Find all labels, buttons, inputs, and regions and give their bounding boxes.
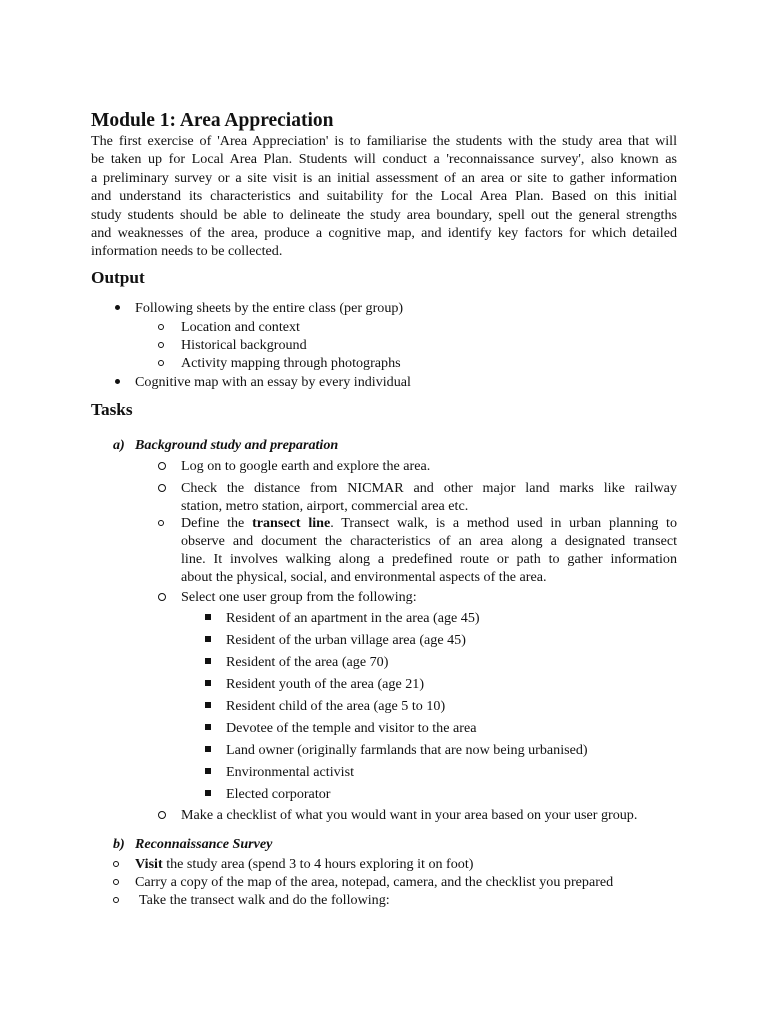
task-a-item: Select one user group from the following:: [181, 589, 417, 605]
page-title: Module 1: Area Appreciation: [91, 110, 334, 131]
task-a-item: Log on to google earth and explore the area.: [181, 458, 431, 474]
square-bullet-icon: [205, 680, 211, 686]
task-b-item: Visit the study area (spend 3 to 4 hours exploring it on foot): [135, 856, 474, 872]
tasks-heading: Tasks: [91, 400, 133, 419]
square-bullet-icon: [205, 614, 211, 620]
circle-bullet-icon: [158, 462, 166, 470]
circle-bullet-icon: [113, 861, 119, 867]
square-bullet-icon: [205, 768, 211, 774]
output-heading: Output: [91, 268, 145, 287]
task-a-item-cont: about the physical, social, and environmental aspects of the area.: [181, 569, 547, 585]
user-group-item: Resident of the area (age 70): [226, 654, 389, 670]
square-bullet-icon: [205, 702, 211, 708]
task-b-item: Take the transect walk and do the following:: [139, 892, 390, 908]
circle-bullet-icon: [158, 811, 166, 819]
user-group-item: Environmental activist: [226, 764, 354, 780]
user-group-item: Resident of an apartment in the area (age 45): [226, 610, 480, 626]
circle-bullet-icon: [158, 593, 166, 601]
user-group-item: Devotee of the temple and visitor to the area: [226, 720, 477, 736]
circle-bullet-icon: [158, 360, 164, 366]
intro-line: information needs to be collected.: [91, 243, 283, 260]
circle-bullet-icon: [158, 484, 166, 492]
task-a-item-cont: line. It involves walking along a predefined route or path to gather information: [181, 551, 677, 567]
output-item: Cognitive map with an essay by every individual: [135, 374, 411, 390]
user-group-item: Land owner (originally farmlands that are now being urbanised): [226, 742, 588, 758]
user-group-item: Resident of the urban village area (age 45): [226, 632, 466, 648]
task-b-label: b): [113, 836, 125, 852]
task-a-label: a): [113, 437, 125, 453]
output-sub-item: Historical background: [181, 337, 307, 353]
task-a-item-cont: observe and document the characteristics of an area along a designated transect: [181, 533, 677, 549]
user-group-item: Resident child of the area (age 5 to 10): [226, 698, 446, 714]
circle-bullet-icon: [158, 342, 164, 348]
bullet-dot-icon: [115, 379, 120, 384]
intro-line: a preliminary survey or a site visit is an initial assessment of an area or site to gather information: [91, 169, 677, 186]
output-sub-item: Activity mapping through photographs: [181, 355, 401, 371]
square-bullet-icon: [205, 658, 211, 664]
bullet-dot-icon: [115, 305, 120, 310]
task-a-item: Check the distance from NICMAR and other major land marks like railway: [181, 480, 677, 496]
square-bullet-icon: [205, 724, 211, 730]
intro-line: study students should be able to delineate the study area boundary, spell out the general strengths: [91, 206, 677, 223]
intro-line: be taken up for Local Area Plan. Students will conduct a 'reconnaissance survey', also known as: [91, 151, 677, 168]
intro-line: and weaknesses of the area, produce a cognitive map, and identify key factors for which detailed: [91, 224, 677, 241]
task-a-item: Make a checklist of what you would want in your area based on your user group.: [181, 807, 638, 823]
circle-bullet-icon: [113, 879, 119, 885]
task-b-title: Reconnaissance Survey: [135, 836, 273, 852]
task-b-item: Carry a copy of the map of the area, notepad, camera, and the checklist you prepared: [135, 874, 614, 890]
intro-line: and understand its characteristics and suitability for the Local Area Plan. Based on this initial: [91, 188, 677, 205]
task-a-item: Define the transect line. Transect walk, is a method used in urban planning to: [181, 515, 677, 531]
square-bullet-icon: [205, 636, 211, 642]
intro-line: The first exercise of 'Area Appreciation' is to familiarise the students with the study area that will: [91, 133, 677, 149]
user-group-item: Resident youth of the area (age 21): [226, 676, 425, 692]
user-group-item: Elected corporator: [226, 786, 331, 802]
intro-paragraph: [91, 132, 677, 261]
square-bullet-icon: [205, 746, 211, 752]
circle-bullet-icon: [158, 324, 164, 330]
square-bullet-icon: [205, 790, 211, 796]
circle-bullet-icon: [113, 897, 119, 903]
task-a-title: Background study and preparation: [135, 437, 339, 453]
task-a-item-cont: station, metro station, airport, commercial area etc.: [181, 498, 469, 514]
output-sub-item: Location and context: [181, 319, 300, 335]
circle-bullet-icon: [158, 520, 164, 526]
output-item: Following sheets by the entire class (per group): [135, 300, 404, 316]
